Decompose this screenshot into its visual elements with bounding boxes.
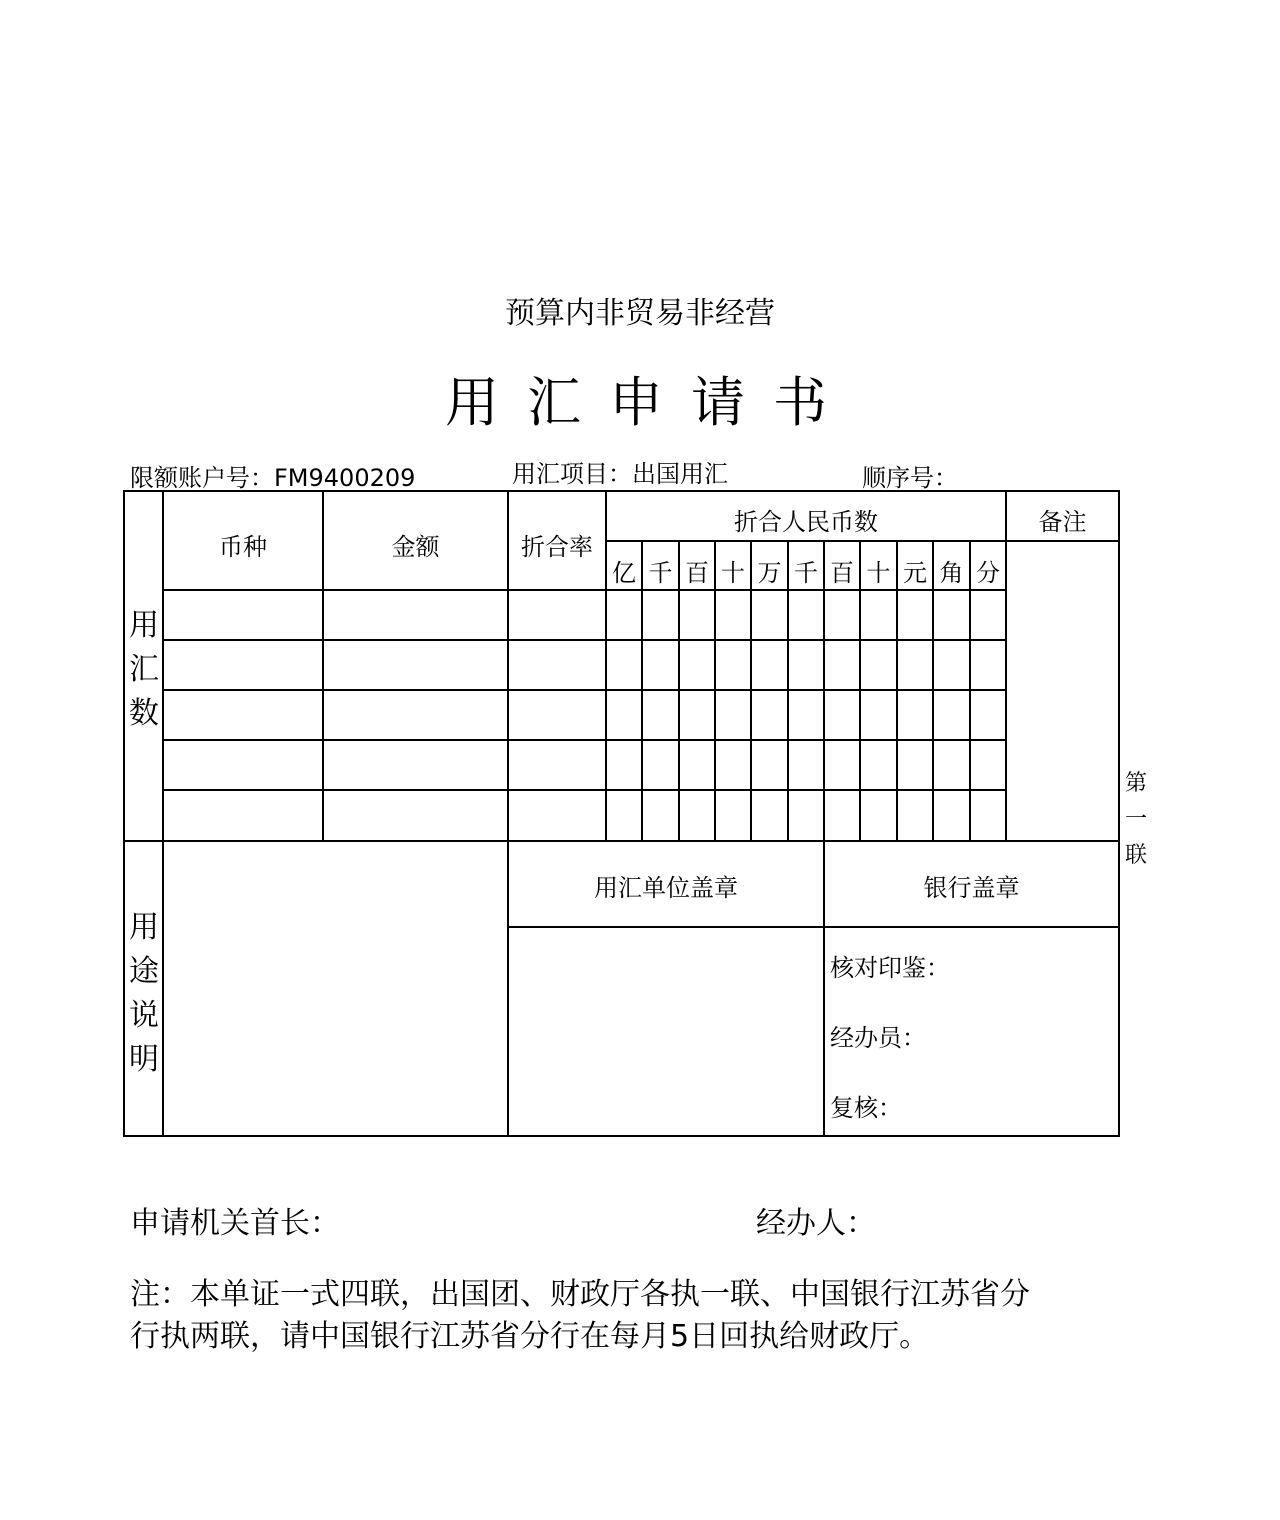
digit-header: 亿 <box>612 559 636 587</box>
agent-signature-label: 经办人： <box>756 1206 876 1241</box>
digit-header: 角 <box>939 559 964 587</box>
verify-seal-label: 核对印鉴： <box>830 954 950 982</box>
footnote-line-2: 行执两联，请中国银行江苏省分行在每月5日回执给财政厅。 <box>130 1319 930 1354</box>
footnote-line-1: 注：本单证一式四联，出国团、财政厅各执一联、中国银行江苏省分 <box>130 1277 1030 1312</box>
footnote <box>130 1274 1130 1358</box>
digit-header: 千 <box>648 559 673 587</box>
sequence-number-label: 顺序号： <box>862 464 958 492</box>
col-rmb-total: 折合人民币数 <box>734 508 878 536</box>
col-remark: 备注 <box>1038 508 1087 536</box>
project-label: 用汇项目：出国用汇 <box>512 460 728 488</box>
account-number-label: 限额账户号：FM9400209 <box>130 464 416 492</box>
col-rate: 折合率 <box>521 533 593 561</box>
col-amount: 金额 <box>391 533 440 561</box>
form-title: 用汇申请书 <box>445 371 855 434</box>
digit-header: 千 <box>794 559 818 587</box>
head-signature-label: 申请机关首长： <box>130 1206 340 1241</box>
handler-label: 经办员： <box>830 1024 926 1052</box>
col-currency: 币种 <box>219 533 267 561</box>
unit-seal-label: 用汇单位盖章 <box>594 874 738 902</box>
amount-group-label: 用汇数 <box>129 608 159 731</box>
digit-header: 百 <box>830 559 854 587</box>
form-subtitle: 预算内非贸易非经营 <box>505 296 775 331</box>
copy-number-label: 第一联 <box>1124 771 1147 868</box>
digit-header: 百 <box>685 559 709 587</box>
digit-header: 万 <box>757 559 782 587</box>
purpose-group-label: 用途说明 <box>129 910 159 1077</box>
reviewer-label: 复核： <box>830 1094 902 1122</box>
digit-header: 十 <box>866 559 891 587</box>
digit-header: 十 <box>721 559 745 587</box>
digit-header: 分 <box>976 559 1000 587</box>
digit-header: 元 <box>903 559 927 587</box>
bank-seal-label: 银行盖章 <box>923 874 1020 902</box>
